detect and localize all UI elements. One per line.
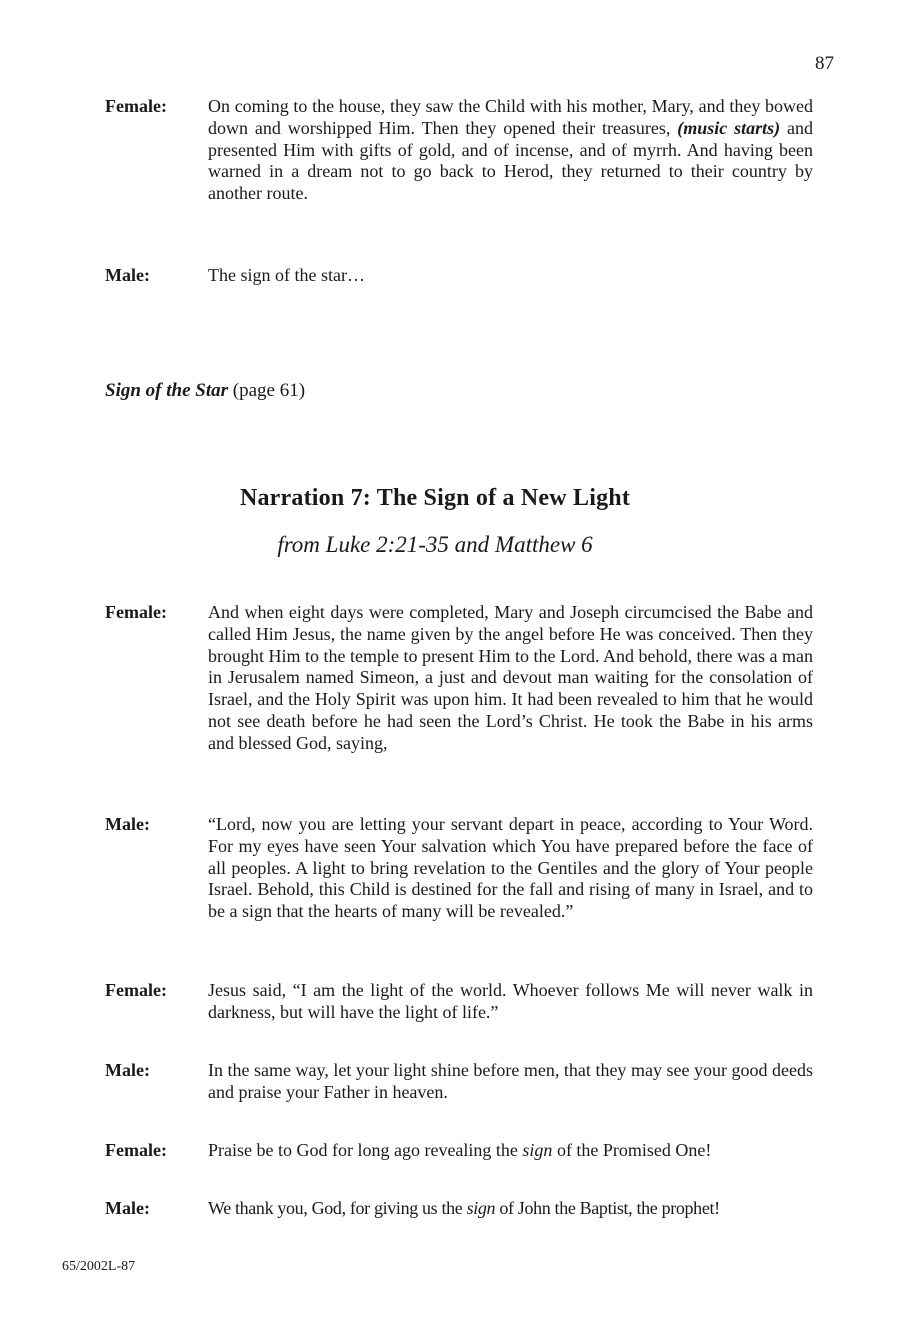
line-text-part: and presented Him with gifts of gold, and of incense, and of myrrh. And having been warned in a dream not to go back to Herod, they returned to their country by another route. <box>208 117 814 204</box>
line-text <box>208 1198 813 1220</box>
line-text: In the same way, let your light shine before men, that they may see your good deeds and praise your Father in heaven. <box>208 1060 813 1102</box>
speaker-label: Male: <box>105 1060 150 1080</box>
speaker-label: Female: <box>105 96 167 116</box>
speaker-label: Female: <box>105 1140 167 1160</box>
line-text <box>208 1140 813 1162</box>
script-line-male-3 <box>105 1060 813 1104</box>
script-line-female-2 <box>105 602 813 755</box>
speaker-label: Female: <box>105 980 167 1000</box>
speaker-label: Male: <box>105 1198 150 1218</box>
speaker-label: Male: <box>105 265 150 285</box>
line-text-part: On coming to the house, they saw the Child with his mother, Mary, and they bowed down and worshipped Him. Then they opened their treasures, <box>208 96 813 138</box>
page-number: 87 <box>815 53 834 74</box>
footer-code: 65/2002L-87 <box>62 1259 136 1274</box>
script-line-female-3 <box>105 980 813 1024</box>
script-line-female-1 <box>105 96 813 205</box>
script-line-male-4 <box>105 1198 813 1220</box>
sign-word: sign <box>466 1198 496 1218</box>
speaker-label: Male: <box>105 814 150 834</box>
line-text: “Lord, now you are letting your servant depart in peace, according to Your Word. For my eyes have seen Your salvation which You have prepared before the face of all peoples. A light to bring revelation to the Gentiles and the glory of Your people Israel. Behold, this Child is destined for the fall and rising of many in Israel, and to be a sign that the hearts of many will be revealed.” <box>208 814 813 922</box>
line-text-part: Praise be to God for long ago revealing the <box>208 1140 518 1160</box>
speaker-label: Female: <box>105 602 167 622</box>
music-cue: (music starts) <box>677 117 781 138</box>
line-text-part: We thank you, God, for giving us the <box>208 1198 463 1218</box>
line-text: Jesus said, “I am the light of the world. Whoever follows Me will never walk in darkness, but will have the light of life.” <box>208 980 813 1022</box>
line-text: The sign of the star… <box>208 265 365 285</box>
song-page-ref: (page 61) <box>232 380 306 401</box>
line-text-part: of John the Baptist, the prophet! <box>499 1198 720 1218</box>
song-reference <box>105 380 305 402</box>
song-title: Sign of the Star <box>105 380 229 401</box>
sign-word: sign <box>522 1140 553 1160</box>
line-text: And when eight days were completed, Mary and Joseph circumcised the Babe and called Him Jesus, the name given by the angel before He was conceived. Then they brought Him to the temple to present Him to the Lord. And behold, there was a man in Jerusalem named Simeon, a just and devout man waiting for the consolation of Israel, and the Holy Spirit was upon him. It had been revealed to him that he would not see death before he had seen the Lord’s Christ. He took the Babe in his arms and blessed God, saying, <box>208 602 813 753</box>
script-line-male-1 <box>105 265 813 287</box>
narration-title: Narration 7: The Sign of a New Light <box>239 485 631 511</box>
line-text-part: of the Promised One! <box>556 1140 712 1160</box>
line-text <box>208 96 813 205</box>
script-line-male-2 <box>105 814 813 923</box>
script-line-female-4 <box>105 1140 813 1162</box>
narration-subtitle: from Luke 2:21-35 and Matthew 6 <box>277 532 593 557</box>
